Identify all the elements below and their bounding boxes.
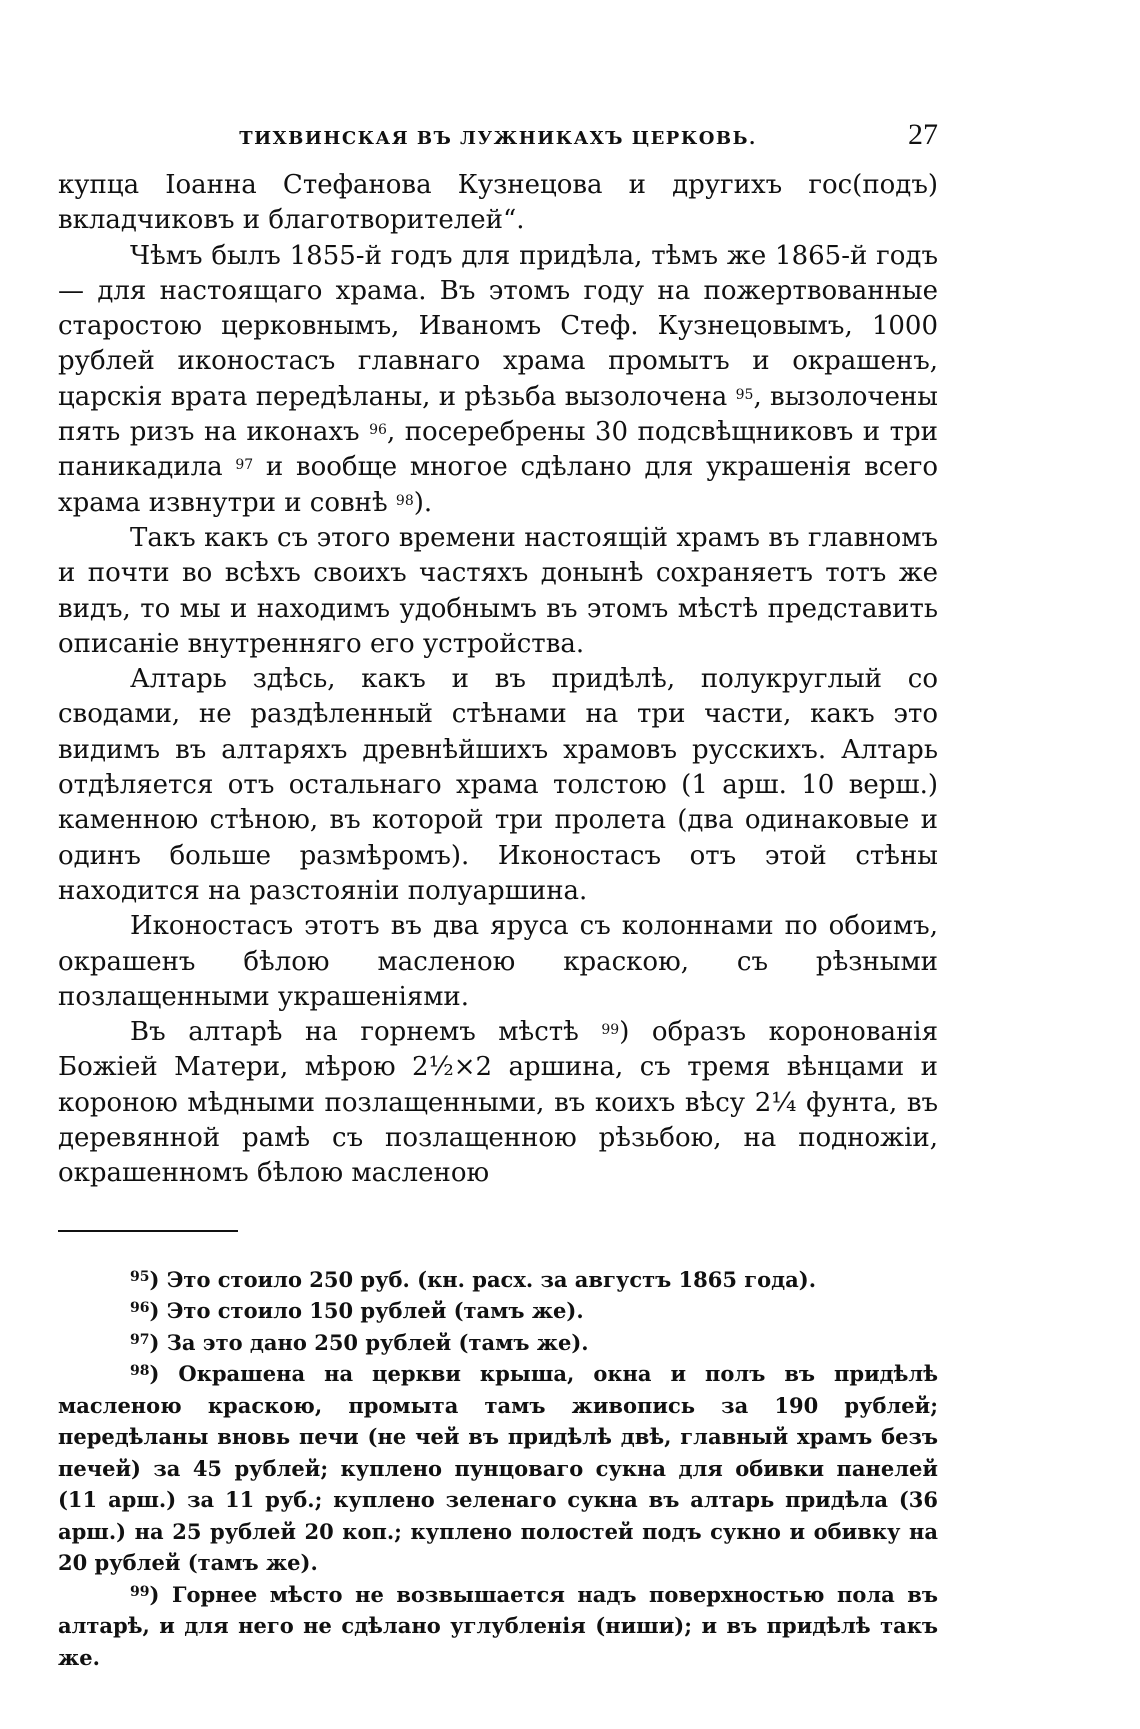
footnote-ref-95: 95 (735, 386, 754, 403)
main-text (58, 168, 938, 1192)
footnote: $^{96}$) Это стоило 150 рублей (тамъ же). (130, 1298, 584, 1324)
running-title: ТИХВИНСКАЯ ВЪ ЛУЖНИКАХЪ ЦЕРКОВЬ. (239, 128, 757, 149)
footnote: $^{98}$) Окрашена на церкви крыша, окна и полъ въ придѣлѣ масленою краскою, промыта тамъ живопись за 190 рублей; передѣланы вновь печи (не чей въ придѣлѣ двѣ, главный храмъ безъ печей) за 45 рублей; куплено пунцоваго сукна для обивки панелей (11 арш.) за 11 руб.; куплено зеленаго сукна въ алтарь придѣла (36 арш.) на 25 рублей 20 коп.; куплено полостей подъ сукно и обивку на 20 рублей (тамъ же). (58, 1361, 938, 1576)
paragraph-6: Въ алтарѣ на горнемъ мѣстѣ $^{99}$) образъ коронованія Божіей Матери, мѣрою 2½×2 аршина, съ тремя вѣнцами и короною мѣдными позлащенными, въ коихъ вѣсу 2¼ фунта, въ деревянной рамѣ съ позлащенною рѣзьбою, на подножіи, окрашенномъ бѣлою масленою (58, 1017, 939, 1189)
page-header (58, 118, 938, 158)
footnote-ref-99: 99 (601, 1022, 620, 1039)
footnote-ref-97: 97 (235, 457, 254, 474)
paragraph-3: Такъ какъ съ этого времени настоящій храмъ въ главномъ и почти во всѣхъ своихъ частяхъ донынѣ сохраняетъ тотъ же видъ, то мы и находимъ удобнымъ въ этомъ мѣстѣ представить описаніе внутренняго его устройства. (58, 522, 938, 659)
paragraph-4: Алтарь здѣсь, какъ и въ придѣлѣ, полукруглый со сводами, не раздѣленный стѣнами на три части, какъ это видимъ въ алтаряхъ древнѣйшихъ храмовъ русскихъ. Алтарь отдѣляется отъ остальнаго храма толстою (1 арш. 10 верш.) каменною стѣною, въ которой три пролета (два одинаковые и одинъ больше размѣромъ). Иконостасъ отъ этой стѣны находится на разстояніи полуаршина. (58, 664, 938, 906)
footnote-divider (58, 1230, 238, 1232)
footnotes (58, 1264, 938, 1674)
paragraph-5: Иконостасъ этотъ въ два яруса съ колоннами по обоимъ, окрашенъ бѣлою масленою краскою, съ рѣзными позлащенными украшеніями. (58, 911, 938, 1012)
footnote-ref-98: 98 (395, 492, 414, 509)
paragraph-1: купца Іоанна Стефанова Кузнецова и другихъ гос(подъ) вкладчиковъ и благотворителей“. (58, 170, 938, 236)
footnote: $^{99}$) Горнее мѣсто не возвышается надъ поверхностью пола въ алтарѣ, и для него не сдѣлано углубленія (ниши); и въ придѣлѣ такъ же. (58, 1581, 938, 1670)
page-number: 27 (908, 118, 938, 151)
footnote: $^{95}$) Это стоило 250 руб. (кн. расх. за августъ 1865 года). (130, 1266, 817, 1292)
footnote-ref-96: 96 (369, 422, 387, 439)
paragraph-2: Чѣмъ былъ 1855-й годъ для придѣла, тѣмъ же 1865-й годъ — для настоящаго храма. Въ этомъ году на пожертвованные старостою церковнымъ, Иваномъ Стеф. Кузнецовымъ, 1000 рублей иконостасъ главнаго храма промытъ и окрашенъ, царскія врата передѣланы, и рѣзьба вызолочена $^{95}$, вызолочены пять ризъ на иконахъ $^{96}$, посеребрены 30 подсвѣщниковъ и три паникадила $^{97}$ и вообще многое сдѣлано для украшенія всего храма извнутри и совнѣ $^{98}$). (58, 240, 939, 518)
footnote: $^{97}$) За это дано 250 рублей (тамъ же). (130, 1329, 589, 1355)
book-page (58, 118, 938, 1673)
